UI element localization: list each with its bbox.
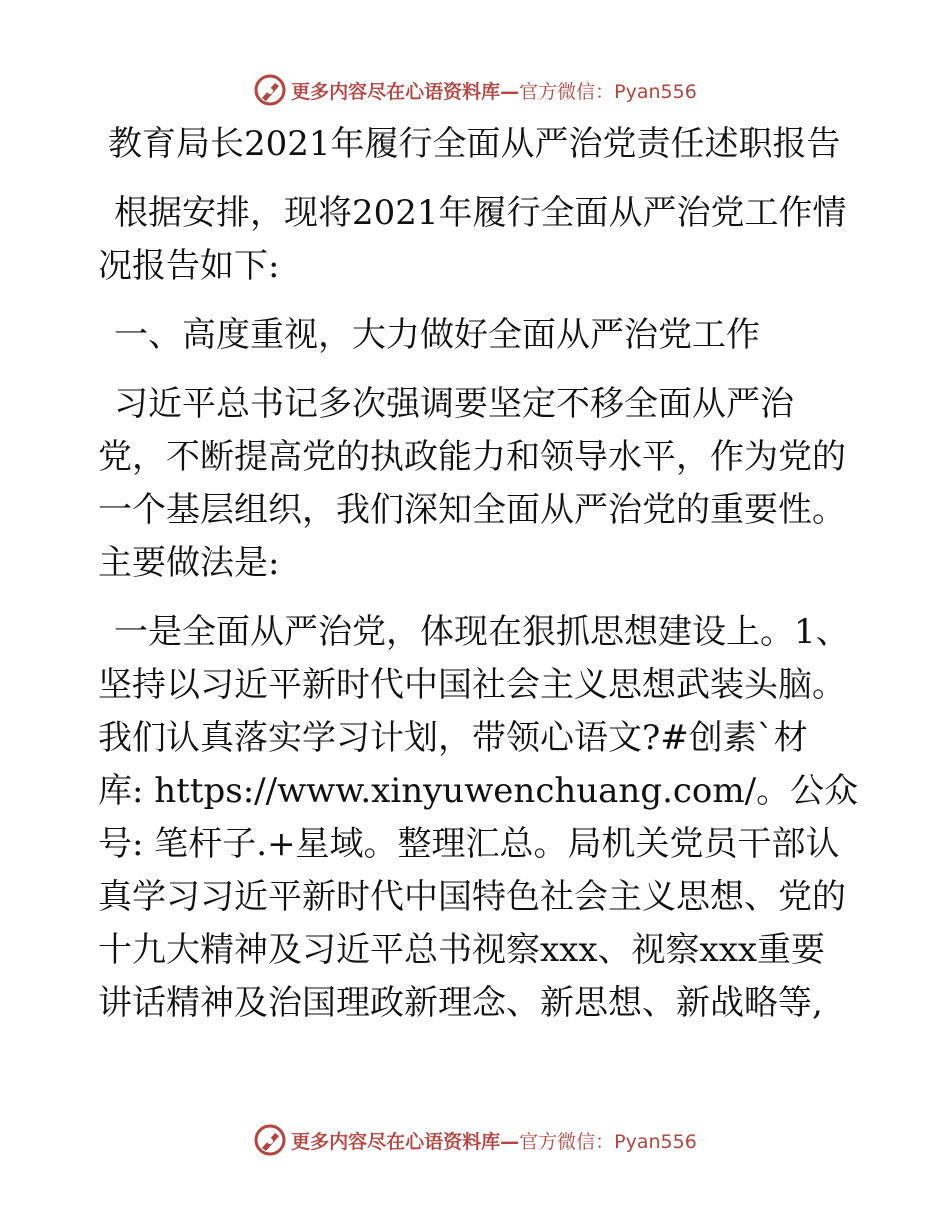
banner-wechat: 官方微信：Pyan556 bbox=[519, 1130, 697, 1153]
para2-line: 党，不断提高党的执政能力和领导水平，作为党的 bbox=[98, 437, 846, 477]
section-heading: 一、高度重视，大力做好全面从严治党工作 bbox=[114, 315, 760, 355]
banner-slogan: 更多内容尽在心语资料库— bbox=[291, 1130, 520, 1153]
para2-line: 一个基层组织，我们深知全面从严治党的重要性。 bbox=[98, 490, 846, 530]
para1-line: 况报告如下: bbox=[98, 246, 280, 286]
pen-logo-icon bbox=[253, 73, 287, 107]
para3-line: 坚持以习近平新时代中国社会主义思想武装头脑。 bbox=[98, 665, 846, 705]
para3-line: 我们认真落实学习计划，带领心语文?#创素`材 bbox=[98, 718, 808, 758]
para1-line: 根据安排，现将2021年履行全面从严治党工作情 bbox=[114, 193, 847, 233]
para3-line: 库: https://www.xinyuwenchuang.com/。公众 bbox=[98, 771, 859, 811]
document-body bbox=[98, 118, 858, 1030]
para3-line: 讲话精神及治国理政新理念、新思想、新战略等, bbox=[98, 983, 823, 1023]
pen-logo-icon bbox=[253, 1123, 287, 1157]
footer-banner bbox=[0, 1122, 950, 1158]
para2-line: 习近平总书记多次强调要坚定不移全面从严治 bbox=[114, 384, 794, 424]
banner-slogan: 更多内容尽在心语资料库— bbox=[291, 80, 520, 103]
document-title: 教育局长2021年履行全面从严治党责任述职报告 bbox=[108, 124, 841, 164]
para3-line: 一是全面从严治党，体现在狠抓思想建设上。1、 bbox=[114, 612, 850, 652]
para3-line: 号: 笔杆子.+星域。整理汇总。局机关党员干部认 bbox=[98, 824, 840, 864]
banner-wechat: 官方微信：Pyan556 bbox=[519, 80, 697, 103]
para3-line: 真学习习近平新时代中国特色社会主义思想、党的 bbox=[98, 877, 846, 917]
para3-line: 十九大精神及习近平总书视察xxx、视察xxx重要 bbox=[98, 930, 826, 970]
para2-line: 主要做法是: bbox=[98, 543, 280, 583]
header-banner bbox=[0, 72, 950, 108]
